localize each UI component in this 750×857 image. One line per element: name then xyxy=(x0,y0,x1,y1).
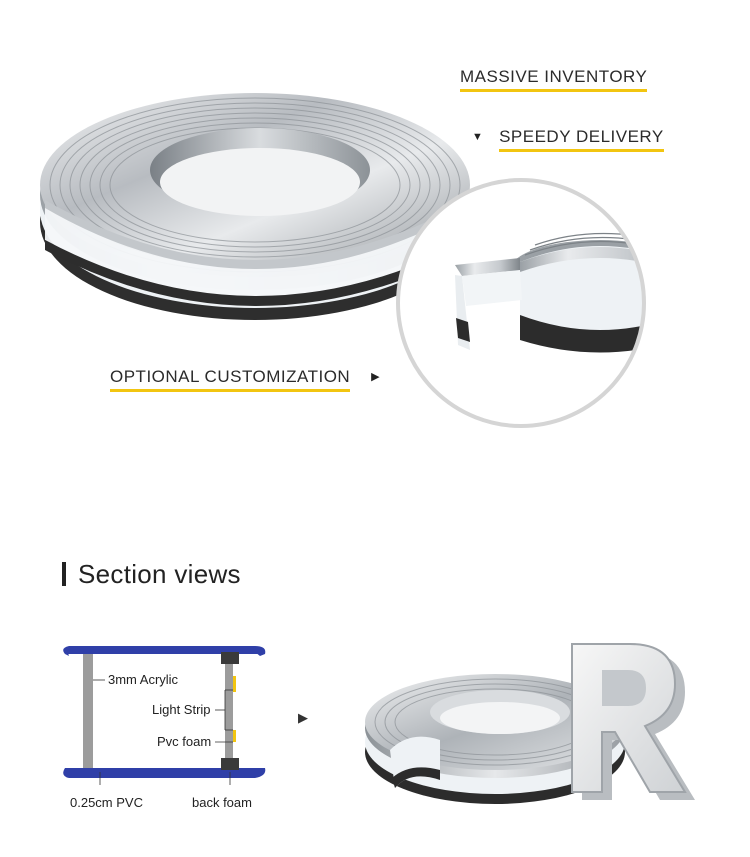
label-3mm-acrylic: 3mm Acrylic xyxy=(108,672,179,687)
label-pvc-thickness: 0.25cm PVC xyxy=(70,795,143,810)
triangle-down-icon: ▼ xyxy=(472,131,484,143)
label-pvc-foam: Pvc foam xyxy=(157,734,212,749)
section-title: Section views xyxy=(78,558,241,589)
triangle-right-icon: ▶ xyxy=(371,371,381,383)
detail-zoom-circle xyxy=(398,180,690,426)
section-views-heading xyxy=(62,560,241,588)
triangle-right-icon: ▶ xyxy=(298,710,308,725)
coil-with-letter-illustration xyxy=(350,630,700,830)
coil-letter-svg xyxy=(350,630,700,830)
feature-optional-customization xyxy=(110,367,380,389)
heading-accent-bar xyxy=(62,562,66,586)
letter-r-sign xyxy=(572,644,695,800)
feature-speedy-delivery xyxy=(472,127,664,149)
channel-cross-section-svg xyxy=(55,640,285,820)
label-back-foam: back foam xyxy=(192,795,252,810)
feature-massive-inventory xyxy=(460,67,647,89)
feature-delivery-text: SPEEDY DELIVERY xyxy=(499,127,664,149)
feature-customization-text: OPTIONAL CUSTOMIZATION xyxy=(110,367,350,389)
label-light-strip: Light Strip xyxy=(152,702,211,717)
feature-inventory-text: MASSIVE INVENTORY xyxy=(460,67,647,89)
cross-section-diagram xyxy=(55,640,285,820)
